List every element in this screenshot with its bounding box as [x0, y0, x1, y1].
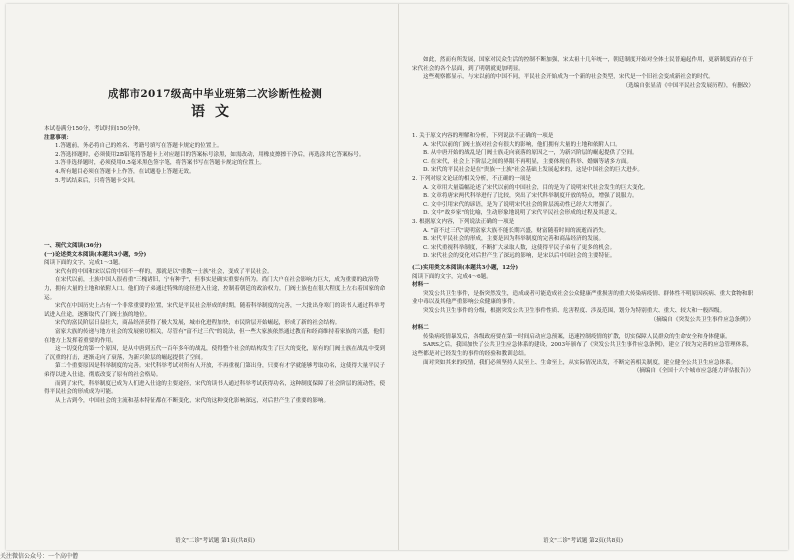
material-paragraph: 突发公共卫生事件，是指突然发生，造成或者可能造成社会公众健康严重损害的重大传染病疫情、群体性不明原因疾病、重大食物和职业中毒以及其他严重影响公众健康的事件。	[412, 290, 754, 306]
subsection-instruction: 阅读下面的文字，完成4～6题。	[412, 273, 492, 280]
article-paragraph: 这一切变化的第一个原因，是从中唐到五代一百年多年的战乱，使得整个社会的结构发生了巨大的变化，原有的门阀士族在战乱中受到了沉重的打击，逐渐走向了衰落，为新兴阶层的崛起提供了空间。	[44, 346, 386, 361]
subsection-instruction: 阅读下面的文字，完成1～3题。	[44, 260, 124, 267]
note-item: 1.答题前，务必将自己的姓名、考籍号填写在答题卡规定的位置上。	[55, 143, 223, 150]
article-paragraph: 从上古到今，中国社会的主流和基本特征都在不断变化，宋代的这种变化影响深远，对后世产生了重要的影响。	[55, 397, 330, 404]
article-paragraph: 在宋代以前，士族中国人很看重"三槐诸旧，宁有种乎"，但事实是确实重要有所为。尚门大户在社会影响力巨大，成为重要的政治势力，拥有大量的土地和依附人口。他们的子弟通过特殊的途径进入仕途，控制着朝廷的政治权力，门阀士族也在很大程度上左右着国家的命运。	[44, 277, 386, 301]
article-paragraph: 宋代在中国历史上占有一个非常重要的位置，宋代是平民社会形成的时期，随着科举制度的完善，一大批出身寒门的读书人通过科举考试进入仕途，逐渐取代了门阀士族的地位。	[44, 303, 386, 318]
article-paragraph: 第二个重要原因是科举制度的完善。宋代科举考试对所有人开放，不再重视门第出身，只要有才学就能够考取功名，这使得大量平民子弟得以进入仕途，彻底改变了原有的社会格局。	[44, 363, 386, 378]
option-b: B. 宋代平民社会的形成，主要是因为科举制度的完善和商品经济的发展。	[423, 236, 605, 243]
option-a: A. 宋代以前的门阀士族对社会有很大的影响，他们拥有大量的土地和依附人口。	[423, 141, 621, 148]
option-c: C. 在宋代，社会上下阶层之间的界限不再明显，主要体现在科举、婚姻等诸多方面。	[423, 158, 633, 165]
page-fold	[398, 4, 399, 550]
question-block	[412, 132, 754, 261]
subsection-heading: (一)论述类文本阅读(本题共3小题，9分)	[44, 251, 147, 258]
option-c: C. 文中引用宋代的谚语，是为了说明宋代社会的阶层流动性已经大大增强了。	[423, 201, 616, 208]
source-citation: （摘编自《全国十六个城市应急能力评估报告》）	[633, 368, 754, 375]
note-item: 2.答选择题时，必须使用2B铅笔将答题卡上对应题目的答案标号涂黑，如需改动，用橡皮擦擦干净后，再选涂其它答案标号。	[55, 151, 365, 158]
notes-title: 注意事项：	[44, 134, 72, 141]
page-footer: 语文"二诊"考试题 第1页(共8页)	[175, 538, 255, 544]
article-paragraph: 而到了宋代，科举制度已成为人们进入仕途的主要途径，宋代的读书人通过科举考试获得功名，这种制度保障了社会阶层的流动性，使得平民社会的形成成为可能。	[44, 380, 386, 396]
note-item: 4.所有题目必须在答题卡上作答，在试题卷上答题无效。	[55, 168, 195, 175]
option-c: C. 宋代重视科举制度，不断扩大录取人数，这使得平民子弟有了更多的机会。	[423, 244, 616, 251]
watermark-caption: 关注微信公众号：一个高中僧	[0, 553, 79, 560]
right-page	[412, 4, 754, 550]
option-d: D. 宋代的平民社会是在"贵族一士族"社会基础上发展起来的，这是中国社会的巨大进步。	[423, 167, 643, 174]
article-paragraph: 宋代的富民阶层日益壮大，商品经济获得了极大发展，城市化进程加快，市民阶层开始崛起，形成了新的社会结构。	[55, 320, 341, 327]
question-3: 3. 根据原文内容，下列说法正确的一项是	[412, 218, 515, 225]
option-a: A. 文章用大量篇幅论述了宋代以前的中国社会，目的是为了说明宋代社会发生的巨大变化。	[423, 184, 649, 191]
article-paragraph: 富家大族的传递与地方社会的发展密切相关，尽管有"富不过三代"的说法，但一些大家族依然通过教育和经商维持着家族的兴盛，他们在地方上发挥着重要的作用。	[44, 328, 385, 344]
question-2: 2. 下列对原文论证的相关分析，不正确的一项是	[412, 175, 531, 182]
exam-instructions	[44, 125, 386, 185]
subsection-heading: (二)实用类文本阅读(本题共3小题，12分)	[412, 265, 519, 271]
score-line: 本试卷满分150分，考试时间150分钟。	[44, 126, 144, 132]
article-paragraph: 宋代有的中国和宋以后的中国不一样的，那就是以"重教一士族"社会，变成了平民社会。	[55, 268, 273, 275]
option-b: B. 从中唐开始的战乱是门阀士族走向衰落的原因之一，为新兴阶层的崛起提供了空间。	[423, 150, 638, 157]
material-paragraph: SARS之后，我国加快了公共卫生应急体系的建设，2003年颁布了《突发公共卫生事件应急条例》，建立了较为完善的应急管理体系，这些都是对已经发生的事件的经验和教训总结。	[412, 342, 753, 357]
material-title: 材料一	[412, 282, 429, 289]
exam-sheet	[6, 4, 788, 550]
section-heading: 一、现代文阅读(36分)	[44, 243, 102, 249]
note-item: 5.考试结束后，只将答题卡交回。	[55, 177, 139, 184]
left-page	[44, 4, 386, 550]
exam-title: 成都市2017级高中毕业班第二次诊断性检测	[107, 88, 323, 100]
option-b: B. 文章将唐宋两代科举进行了比较，突出了宋代科举制度开放的特点，增强了说服力。	[423, 193, 638, 200]
option-d: D. 文中"故乡家"的比喻，生动形象地说明了宋代平民社会形成的过程及其意义。	[423, 210, 621, 217]
option-d: D. 宋代社会的变化对后世产生了深远的影响，是宋以后中国社会的主要特征。	[423, 253, 616, 260]
material-title: 材料二	[412, 325, 429, 332]
question-1: 1. 关于原文内容的理解和分析，下列说法不正确的一项是	[412, 133, 554, 139]
article-paragraph: 这些观察都显示，与宋以前的中国不同，平民社会开始成为一个新的社会类型，宋代是一个旧社会变成新社会的时代。	[423, 74, 714, 81]
material-paragraph: 传染病疫情暴发后，各级政府要在第一时间启动应急预案，迅速控制疫情的扩散，切实保障人民群众的生命安全和身体健康。	[423, 333, 731, 340]
source-citation: （选编自张显清《中国平民社会发展历程》，有删改）	[622, 82, 754, 89]
subject-title: 语文	[191, 104, 239, 120]
section-one	[44, 242, 386, 405]
page-footer: 语文"二诊"考试题 第2页(共8页)	[543, 538, 623, 544]
source-citation: （摘编自《突发公共卫生事件应急条例》）	[650, 316, 754, 323]
option-a: A. "富不过三代"说明富家大族不能长期兴盛，财富随着时间的流逝而消失。	[423, 227, 610, 234]
material-paragraph: 突发公共卫生事件的分级，根据突发公共卫生事件性质、危害程度、涉及范围，划分为特别重大、重大、较大和一般四级。	[423, 307, 726, 314]
material-paragraph: 面对突如其来的疫情，我们必须坚持人民至上、生命至上，从实际情况出发，不断完善相关制度，建立健全公共卫生应急体系。	[423, 359, 737, 366]
note-item: 3.答非选择题时，必须使用0.5毫米黑色签字笔，将答案书写在答题卡规定的位置上。	[55, 160, 266, 167]
article-paragraph: 如此，然而有所发展，国家对民众生活的控制不断加强，宋太祖十几年统一，朝廷制度开始对全体士民普遍起作用，更新制度而存在于宋代社会的各个层面，到了明朝就更加明显。	[412, 57, 754, 72]
practical-text-section	[412, 264, 754, 376]
article-continuation	[412, 56, 754, 90]
